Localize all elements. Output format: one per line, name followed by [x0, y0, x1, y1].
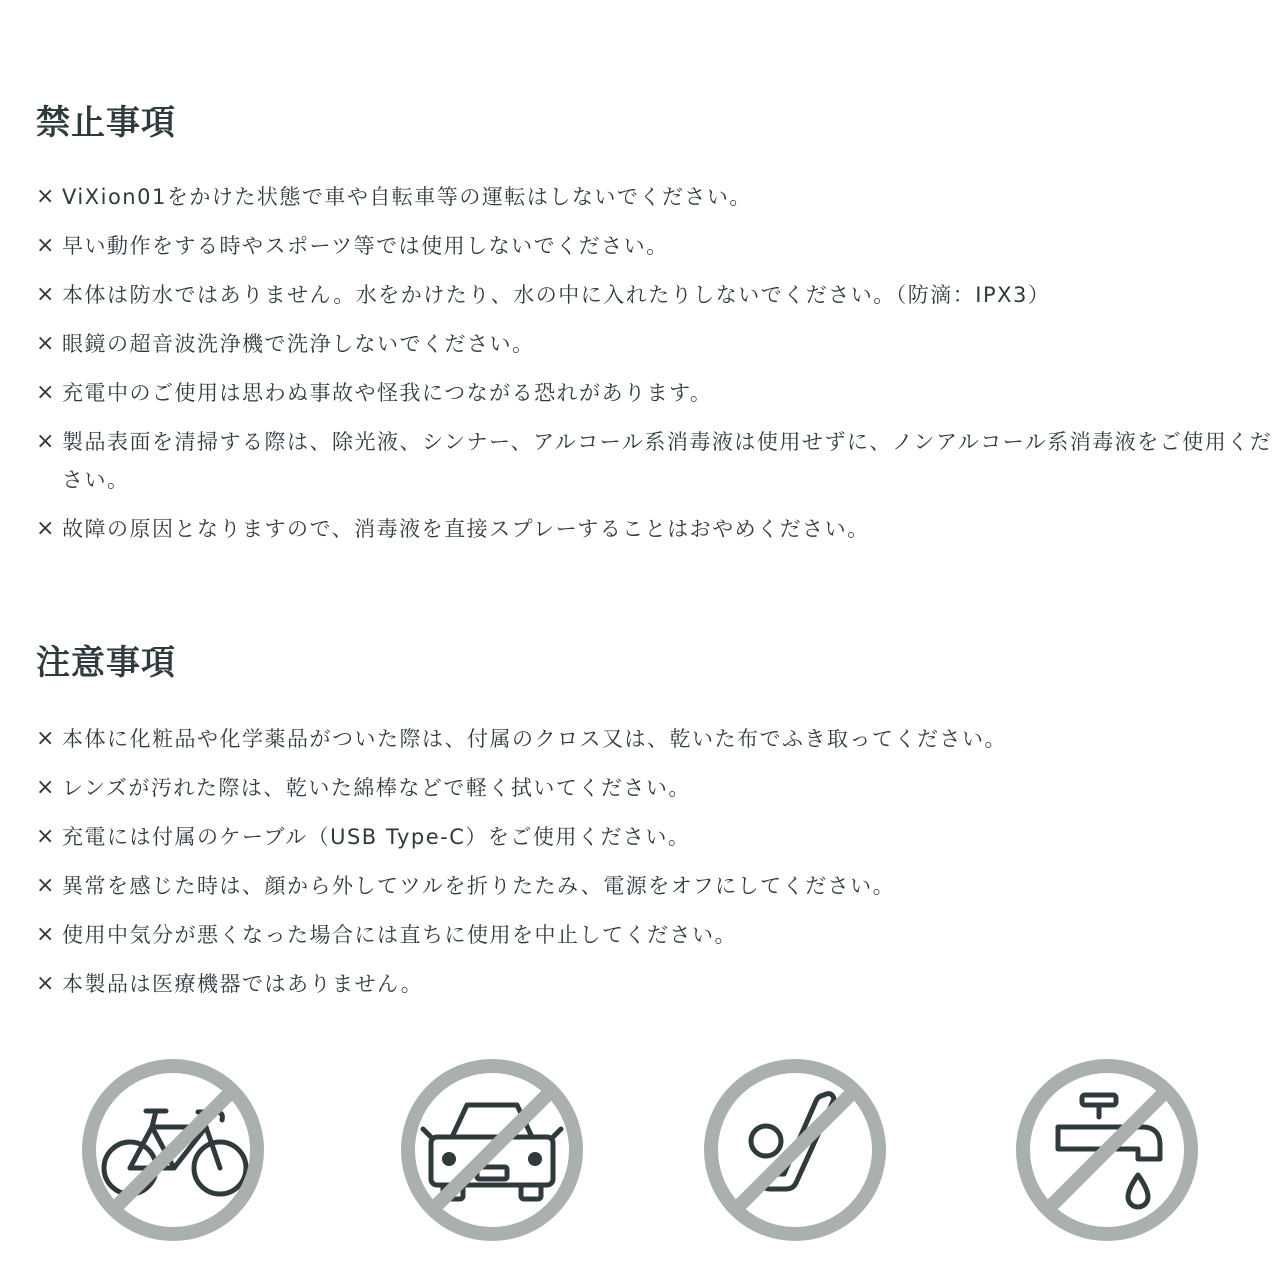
list-item — [36, 720, 1276, 758]
item-text: 眼鏡の超音波洗浄機で洗浄しないでください。 — [62, 332, 535, 356]
item-text: 使用中気分が悪くなった場合には直ちに使用を中止してください。 — [62, 923, 737, 947]
prohibited-list — [36, 178, 1276, 559]
list-item — [36, 227, 1276, 265]
no-water-icon — [1012, 1055, 1202, 1245]
cross-mark: × — [36, 282, 56, 307]
no-bicycle-icon — [78, 1055, 268, 1245]
item-text: 製品表面を清掃する際は、除光液、シンナー、アルコール系消毒液は使用せずに、ノンアルコール系消毒液をご使用ください。 — [62, 430, 1273, 492]
cross-mark: × — [36, 824, 56, 849]
item-text: レンズが汚れた際は、乾いた綿棒などで軽く拭いてください。 — [62, 776, 691, 800]
cross-mark: × — [36, 726, 56, 751]
item-text: 故障の原因となりますので、消毒液を直接スプレーすることはおやめください。 — [62, 517, 870, 541]
cross-mark: × — [36, 184, 56, 209]
prohibited-title: 禁止事項 — [36, 103, 176, 143]
item-text: 充電中のご使用は思わぬ事故や怪我につながる恐れがあります。 — [62, 381, 713, 405]
list-item — [36, 769, 1276, 807]
cross-mark: × — [36, 233, 56, 258]
item-text: 本製品は医療機器ではありません。 — [62, 972, 424, 996]
cross-mark: × — [36, 516, 56, 541]
no-car-icon — [397, 1055, 587, 1245]
list-item — [36, 276, 1276, 314]
cross-mark: × — [36, 873, 56, 898]
item-text: 充電には付属のケーブル（USB Type-C）をご使用ください。 — [62, 825, 691, 849]
list-item — [36, 818, 1276, 856]
cross-mark: × — [36, 971, 56, 996]
list-item — [36, 916, 1276, 954]
list-item — [36, 510, 1276, 548]
cross-mark: × — [36, 775, 56, 800]
list-item — [36, 178, 1276, 216]
item-text: 本体に化粧品や化学薬品がついた際は、付属のクロス又は、乾いた布でふき取ってください。 — [62, 727, 1007, 751]
no-sports-icon — [700, 1055, 890, 1245]
item-text: 本体は防水ではありません。水をかけたり、水の中に入れたりしないでください。（防滴：IPX3） — [62, 283, 1051, 307]
item-text: ViXion01をかけた状態で車や自転車等の運転はしないでください。 — [62, 185, 752, 209]
caution-title: 注意事項 — [36, 643, 176, 683]
list-item — [36, 423, 1276, 499]
list-item — [36, 325, 1276, 363]
cross-mark: × — [36, 429, 56, 454]
item-text: 異常を感じた時は、顔から外してツルを折りたたみ、電源をオフにしてください。 — [62, 874, 896, 898]
cross-mark: × — [36, 331, 56, 356]
prohibition-icons — [0, 1055, 1280, 1255]
list-item — [36, 867, 1276, 905]
caution-list — [36, 720, 1276, 1014]
cross-mark: × — [36, 922, 56, 947]
cross-mark: × — [36, 380, 56, 405]
item-text: 早い動作をする時やスポーツ等では使用しないでください。 — [62, 234, 669, 258]
list-item — [36, 374, 1276, 412]
list-item — [36, 965, 1276, 1003]
